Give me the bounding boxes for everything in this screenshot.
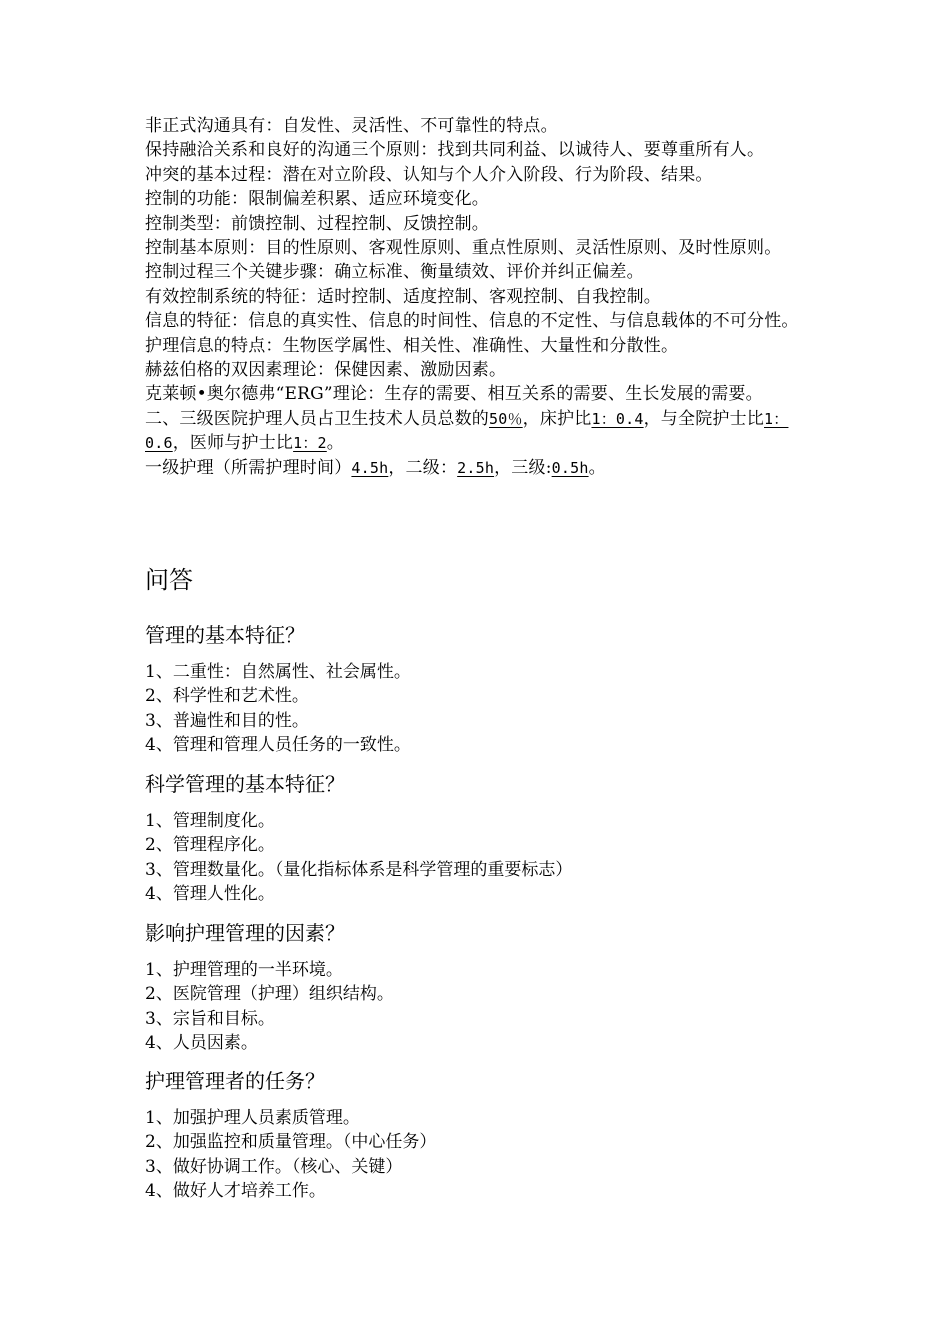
qa-block: [145, 1068, 813, 1204]
qa-block: [145, 622, 813, 758]
fact-line: 克莱顿•奥尔德弗“ERG”理论：生存的需要、相互关系的需要、生长发展的需要。: [145, 384, 763, 405]
fact-line: 控制基本原则：目的性原则、客观性原则、重点性原则、灵活性原则、及时性原则。: [145, 238, 782, 259]
fact-line: 保持融洽关系和良好的沟通三个原则：找到共同利益、以诚待人、要尊重所有人。: [145, 140, 765, 161]
care-value: 4.5h: [351, 458, 389, 477]
answer-item: 1、二重性：自然属性、社会属性。: [145, 662, 411, 682]
answer-list: [145, 958, 813, 1056]
question: 护理管理者的任务？: [145, 1069, 325, 1093]
qa-heading: 问答: [145, 566, 193, 594]
question: 管理的基本特征？: [145, 623, 305, 647]
answer-item: 2、医院管理（护理）组织结构。: [145, 984, 394, 1005]
qa-block: [145, 771, 813, 907]
answer-item: 3、宗旨和目标。: [145, 1008, 275, 1029]
ratio-text: ，床护比: [522, 408, 592, 429]
fact-line: 赫兹伯格的双因素理论：保健因素、激励因素。: [145, 360, 507, 381]
ratio-value: 1：0.4: [591, 409, 644, 428]
question: 科学管理的基本特征？: [145, 772, 345, 796]
ratio-text: ，与全院护士比: [643, 408, 765, 429]
ratio-value: 1：2: [293, 434, 327, 453]
fact-line: 非正式沟通具有：自发性、灵活性、不可靠性的特点。: [145, 116, 558, 136]
fact-line: 冲突的基本过程：潜在对立阶段、认知与个人介入阶段、行为阶段、结果。: [145, 164, 713, 185]
answer-item: 3、管理数量化。（量化指标体系是科学管理的重要标志）: [145, 859, 573, 880]
care-level-line: [145, 456, 813, 480]
answer-item: 4、管理人性化。: [145, 884, 275, 905]
fact-line: 控制过程三个关键步骤：确立标准、衡量绩效、评价并纠正偏差。: [145, 262, 644, 283]
care-text: 。: [588, 457, 606, 478]
ratio-value: 50％: [489, 409, 523, 428]
answer-item: 1、护理管理的一半环境。: [145, 960, 343, 980]
answer-item: 4、做好人才培养工作。: [145, 1181, 326, 1202]
answer-item: 4、管理和管理人员任务的一致性。: [145, 735, 411, 756]
answer-list: [145, 660, 813, 758]
answer-item: 2、科学性和艺术性。: [145, 686, 309, 707]
answer-item: 2、管理程序化。: [145, 835, 275, 856]
care-text: ，三级:: [494, 457, 552, 478]
care-value: 0.5h: [551, 458, 589, 477]
answer-item: 3、做好协调工作。（核心、关键）: [145, 1156, 403, 1177]
care-text: 一级护理（所需护理时间）: [145, 457, 352, 478]
answer-item: 1、加强护理人员素质管理。: [145, 1108, 360, 1128]
facts-section: [145, 114, 813, 480]
ratio-text: 二、三级医院护理人员占卫生技术人员总数的: [145, 408, 489, 429]
fact-line: 护理信息的特点：生物医学属性、相关性、准确性、大量性和分散性。: [145, 335, 679, 356]
ratio-value: 1：0.6: [145, 409, 789, 453]
ratio-text: 。: [326, 433, 344, 454]
answer-item: 2、加强监控和质量管理。（中心任务）: [145, 1132, 437, 1153]
fact-line: 控制类型：前馈控制、过程控制、反馈控制。: [145, 213, 489, 234]
answer-item: 3、普遍性和目的性。: [145, 710, 309, 731]
qa-block: [145, 920, 813, 1056]
fact-line: 有效控制系统的特征：适时控制、适度控制、客观控制、自我控制。: [145, 286, 661, 307]
care-value: 2.5h: [457, 458, 495, 477]
question: 影响护理管理的因素？: [145, 921, 345, 945]
fact-line: 信息的特征：信息的真实性、信息的时间性、信息的不定性、与信息载体的不可分性。: [145, 311, 799, 332]
answer-item: 4、人员因素。: [145, 1033, 258, 1054]
answer-item: 1、管理制度化。: [145, 811, 275, 831]
fact-line: 控制的功能：限制偏差积累、适应环境变化。: [145, 189, 489, 210]
staff-ratio-line: [145, 407, 813, 456]
ratio-text: ，医师与护士比: [172, 433, 294, 454]
answer-list: [145, 809, 813, 907]
answer-list: [145, 1106, 813, 1204]
care-text: ，二级：: [388, 457, 458, 478]
